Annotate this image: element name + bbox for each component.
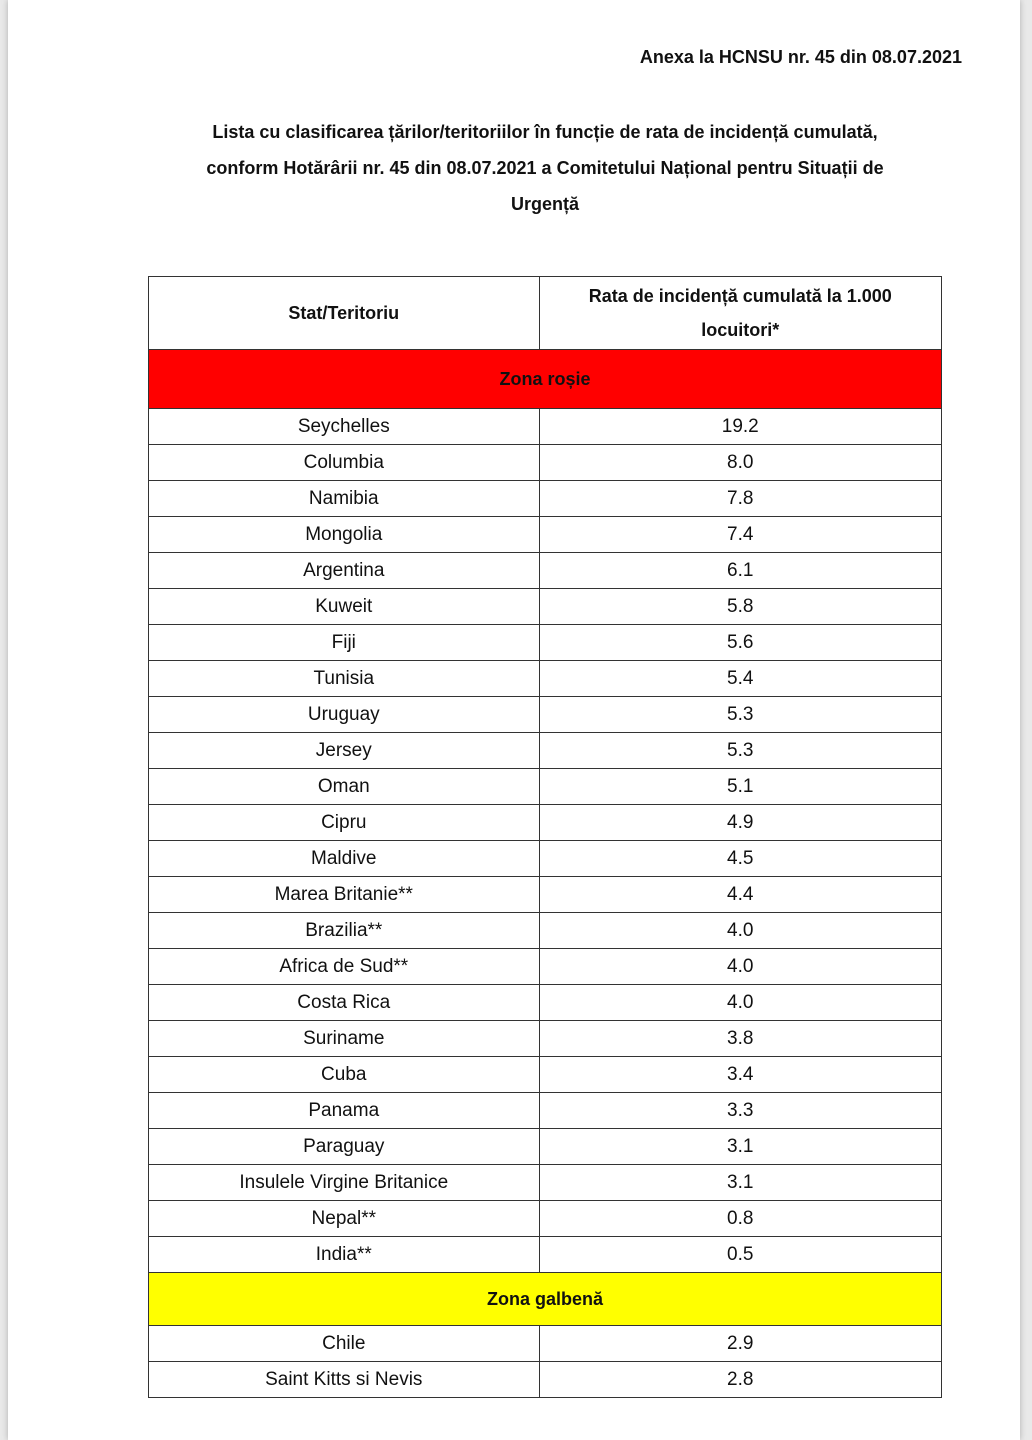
table-row	[149, 697, 942, 733]
country-cell: Fiji	[149, 625, 540, 661]
country-cell: India**	[149, 1237, 540, 1273]
rate-cell: 3.1	[539, 1129, 941, 1165]
annex-reference: Anexa la HCNSU nr. 45 din 08.07.2021	[639, 47, 962, 67]
country-cell: Africa de Sud**	[149, 949, 540, 985]
rate-cell: 5.8	[539, 589, 941, 625]
rate-cell: 6.1	[539, 553, 941, 589]
table-header-row	[149, 277, 942, 350]
rate-cell: 0.5	[539, 1237, 941, 1273]
country-cell: Saint Kitts si Nevis	[149, 1362, 540, 1398]
red-zone-header-row	[149, 350, 942, 409]
table-row	[149, 1093, 942, 1129]
rate-cell: 4.0	[539, 913, 941, 949]
table-row	[149, 409, 942, 445]
table-body	[149, 350, 942, 1398]
rate-cell: 5.6	[539, 625, 941, 661]
country-cell: Marea Britanie**	[149, 877, 540, 913]
rate-cell: 2.8	[539, 1362, 941, 1398]
header-country: Stat/Teritoriu	[149, 277, 540, 350]
rate-cell: 4.9	[539, 805, 941, 841]
table-row	[149, 949, 942, 985]
rate-cell: 2.9	[539, 1326, 941, 1362]
country-cell: Maldive	[149, 841, 540, 877]
table-row	[149, 913, 942, 949]
header-rate-line-1: Rata de incidență cumulată la 1.000	[588, 286, 892, 306]
country-cell: Brazilia**	[149, 913, 540, 949]
rate-cell: 5.1	[539, 769, 941, 805]
rate-cell: 3.4	[539, 1057, 941, 1093]
rate-cell: 5.4	[539, 661, 941, 697]
table-row	[149, 625, 942, 661]
rate-cell: 3.3	[539, 1093, 941, 1129]
rate-cell: 4.4	[539, 877, 941, 913]
header-rate	[539, 277, 941, 350]
country-cell: Namibia	[149, 481, 540, 517]
country-cell: Jersey	[149, 733, 540, 769]
table-row	[149, 877, 942, 913]
rate-cell: 4.0	[539, 985, 941, 1021]
country-cell: Insulele Virgine Britanice	[149, 1165, 540, 1201]
red-zone-label: Zona roșie	[149, 350, 942, 409]
country-cell: Cipru	[149, 805, 540, 841]
table-row	[149, 1201, 942, 1237]
country-cell: Cuba	[149, 1057, 540, 1093]
table-row	[149, 1237, 942, 1273]
rate-cell: 3.1	[539, 1165, 941, 1201]
country-cell: Argentina	[149, 553, 540, 589]
document-title	[128, 114, 962, 222]
rate-cell: 8.0	[539, 445, 941, 481]
yellow-zone-label: Zona galbenă	[149, 1273, 942, 1326]
header-rate-line-2: locuitori*	[701, 320, 780, 340]
rate-cell: 4.0	[539, 949, 941, 985]
title-line-2: conform Hotărârii nr. 45 din 08.07.2021 a Comitetului Național pentru Situații de	[206, 158, 884, 178]
title-line-1: Lista cu clasificarea țărilor/teritoriilor în funcție de rata de incidență cumulată,	[212, 122, 878, 142]
table-row	[149, 769, 942, 805]
country-cell: Costa Rica	[149, 985, 540, 1021]
document-page	[8, 0, 1020, 1440]
rate-cell: 0.8	[539, 1201, 941, 1237]
table-row	[149, 1362, 942, 1398]
classification-table	[148, 276, 942, 1398]
rate-cell: 4.5	[539, 841, 941, 877]
country-cell: Suriname	[149, 1021, 540, 1057]
table-row	[149, 1057, 942, 1093]
table-row	[149, 1165, 942, 1201]
table-row	[149, 661, 942, 697]
rate-cell: 7.4	[539, 517, 941, 553]
country-cell: Columbia	[149, 445, 540, 481]
table-row	[149, 1326, 942, 1362]
country-cell: Oman	[149, 769, 540, 805]
table-row	[149, 517, 942, 553]
table-row	[149, 841, 942, 877]
country-cell: Tunisia	[149, 661, 540, 697]
yellow-zone-header-row	[149, 1273, 942, 1326]
country-cell: Mongolia	[149, 517, 540, 553]
table-row	[149, 1129, 942, 1165]
rate-cell: 5.3	[539, 697, 941, 733]
country-cell: Seychelles	[149, 409, 540, 445]
title-line-3: Urgență	[510, 194, 579, 214]
table-row	[149, 1021, 942, 1057]
country-cell: Chile	[149, 1326, 540, 1362]
rate-cell: 5.3	[539, 733, 941, 769]
table-row	[149, 733, 942, 769]
rate-cell: 7.8	[539, 481, 941, 517]
country-cell: Kuweit	[149, 589, 540, 625]
table-row	[149, 985, 942, 1021]
table-row	[149, 445, 942, 481]
table-row	[149, 805, 942, 841]
table-row	[149, 481, 942, 517]
country-cell: Panama	[149, 1093, 540, 1129]
country-cell: Uruguay	[149, 697, 540, 733]
table-row	[149, 589, 942, 625]
table-row	[149, 553, 942, 589]
country-cell: Nepal**	[149, 1201, 540, 1237]
country-cell: Paraguay	[149, 1129, 540, 1165]
rate-cell: 19.2	[539, 409, 941, 445]
rate-cell: 3.8	[539, 1021, 941, 1057]
